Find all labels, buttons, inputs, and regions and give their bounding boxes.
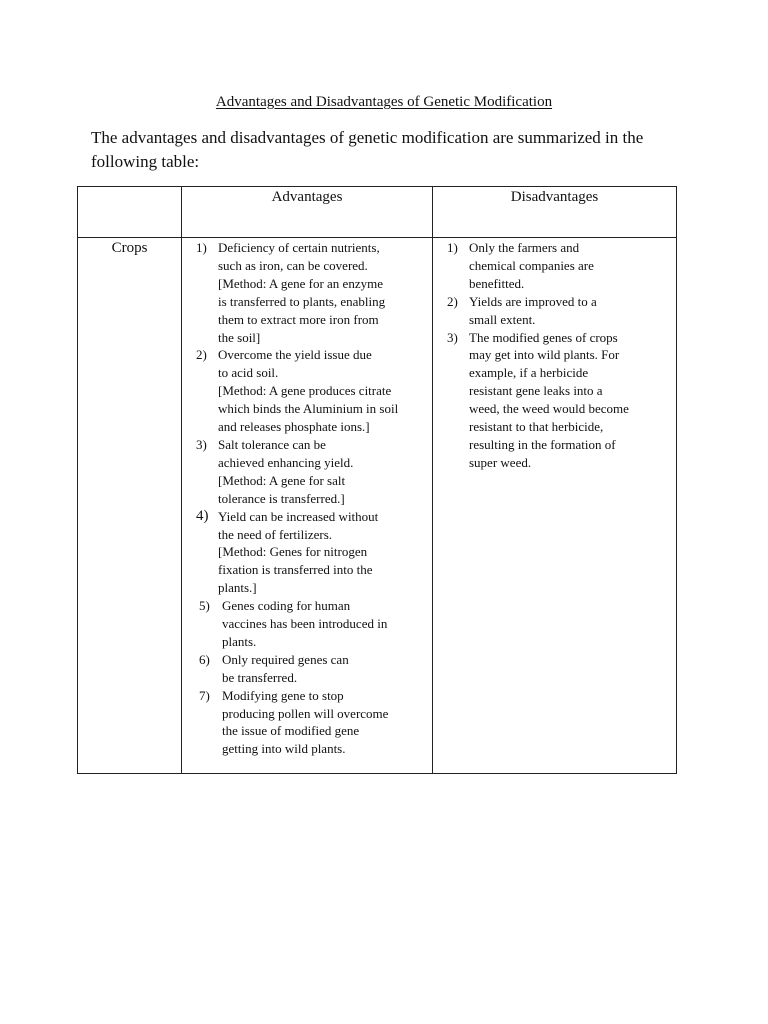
list-item-text-line: resulting in the formation of bbox=[469, 436, 616, 452]
list-item-text-line: Deficiency of certain nutrients, bbox=[218, 240, 380, 255]
list-item-text-line: resistant to that herbicide, bbox=[469, 419, 604, 435]
list-item-number: 6) bbox=[199, 651, 210, 667]
column-header-disadvantages: Disadvantages bbox=[510, 189, 599, 205]
list-item bbox=[434, 293, 674, 329]
column-divider bbox=[181, 187, 182, 773]
list-item-text-line: Genes coding for human bbox=[222, 598, 351, 614]
list-item-number: 2) bbox=[196, 347, 207, 363]
list-item bbox=[183, 436, 431, 508]
list-item-text-line: [Method: Genes for nitrogen bbox=[218, 544, 368, 560]
list-item-text-line: resistant gene leaks into a bbox=[469, 383, 603, 399]
list-item-text-line: [Method: A gene for an enzyme bbox=[218, 275, 383, 291]
list-item-text-line: producing pollen will overcome bbox=[222, 705, 389, 721]
list-item-text-line: super weed. bbox=[469, 454, 532, 470]
list-item bbox=[183, 239, 431, 346]
list-item-text-line: Yield can be increased without bbox=[218, 508, 379, 524]
list-item-text-line: [Method: A gene for salt bbox=[218, 472, 346, 488]
list-item-text-line: [Method: A gene produces citrate bbox=[218, 383, 392, 399]
list-item-text-line: the soil] bbox=[218, 329, 261, 345]
list-item bbox=[183, 597, 431, 651]
list-item-text-line: plants.] bbox=[218, 580, 257, 596]
list-item bbox=[183, 651, 431, 687]
list-item-text-line: Yields are improved to a bbox=[469, 293, 597, 309]
list-item-text-line: benefitted. bbox=[469, 275, 525, 291]
list-item-text-line: may get into wild plants. For bbox=[469, 347, 620, 363]
list-item-text-line: vaccines has been introduced in bbox=[222, 616, 388, 632]
intro-paragraph: The advantages and disadvantages of genetic modification are summarized in the following table: bbox=[91, 128, 644, 171]
list-item-text-line: is transferred to plants, enabling bbox=[218, 293, 386, 309]
list-item-text-line: achieved enhancing yield. bbox=[218, 454, 354, 470]
list-item bbox=[434, 239, 674, 293]
list-item-text-line: getting into wild plants. bbox=[222, 741, 346, 757]
header-row-divider bbox=[78, 237, 676, 238]
list-item-text-line: The modified genes of crops bbox=[469, 329, 618, 345]
column-divider bbox=[432, 187, 433, 773]
list-item bbox=[183, 508, 431, 598]
list-item-text-line: and releases phosphate ions.] bbox=[218, 419, 370, 435]
list-item-text-line: Salt tolerance can be bbox=[218, 436, 326, 452]
list-item-text-line: chemical companies are bbox=[469, 257, 594, 273]
list-item-text-line: the issue of modified gene bbox=[222, 723, 360, 739]
list-item-text-line: tolerance is transferred.] bbox=[218, 490, 345, 506]
list-item-number: 4) bbox=[196, 507, 209, 524]
list-item-text-line: weed, the weed would become bbox=[469, 401, 629, 417]
list-item-text-line: small extent. bbox=[469, 311, 536, 327]
list-item-text-line: Overcome the yield issue due bbox=[218, 347, 372, 363]
list-item-text-line: them to extract more iron from bbox=[218, 311, 379, 327]
list-item-number: 5) bbox=[199, 598, 210, 614]
list-item-text-line: fixation is transferred into the bbox=[218, 562, 373, 578]
list-item-text-line: Modifying gene to stop bbox=[222, 687, 344, 703]
list-item-text-line: Only the farmers and bbox=[469, 240, 580, 255]
list-item-text-line: the need of fertilizers. bbox=[218, 526, 333, 542]
list-item-number: 1) bbox=[447, 240, 458, 255]
list-item-text-line: to acid soil. bbox=[218, 365, 279, 381]
list-item-text-line: which binds the Aluminium in soil bbox=[218, 401, 399, 417]
list-item-text-line: example, if a herbicide bbox=[469, 365, 589, 381]
list-item-number: 1) bbox=[196, 240, 207, 255]
document-title: Advantages and Disadvantages of Genetic Modification bbox=[215, 94, 553, 110]
list-item-text-line: Only required genes can bbox=[222, 651, 349, 667]
list-item-number: 7) bbox=[199, 687, 210, 703]
list-item-number: 2) bbox=[447, 293, 458, 309]
list-item-text-line: plants. bbox=[222, 633, 257, 649]
list-item-text-line: be transferred. bbox=[222, 669, 298, 685]
column-header-advantages: Advantages bbox=[271, 189, 343, 205]
list-item bbox=[183, 687, 431, 759]
advantages-list bbox=[183, 239, 431, 758]
comparison-table bbox=[77, 186, 677, 774]
disadvantages-list bbox=[434, 239, 674, 472]
list-item-number: 3) bbox=[447, 329, 458, 345]
list-item-number: 3) bbox=[196, 436, 207, 452]
list-item bbox=[183, 346, 431, 436]
list-item-text-line: such as iron, can be covered. bbox=[218, 257, 368, 273]
list-item bbox=[434, 329, 674, 472]
row-header-crops: Crops bbox=[111, 240, 148, 256]
